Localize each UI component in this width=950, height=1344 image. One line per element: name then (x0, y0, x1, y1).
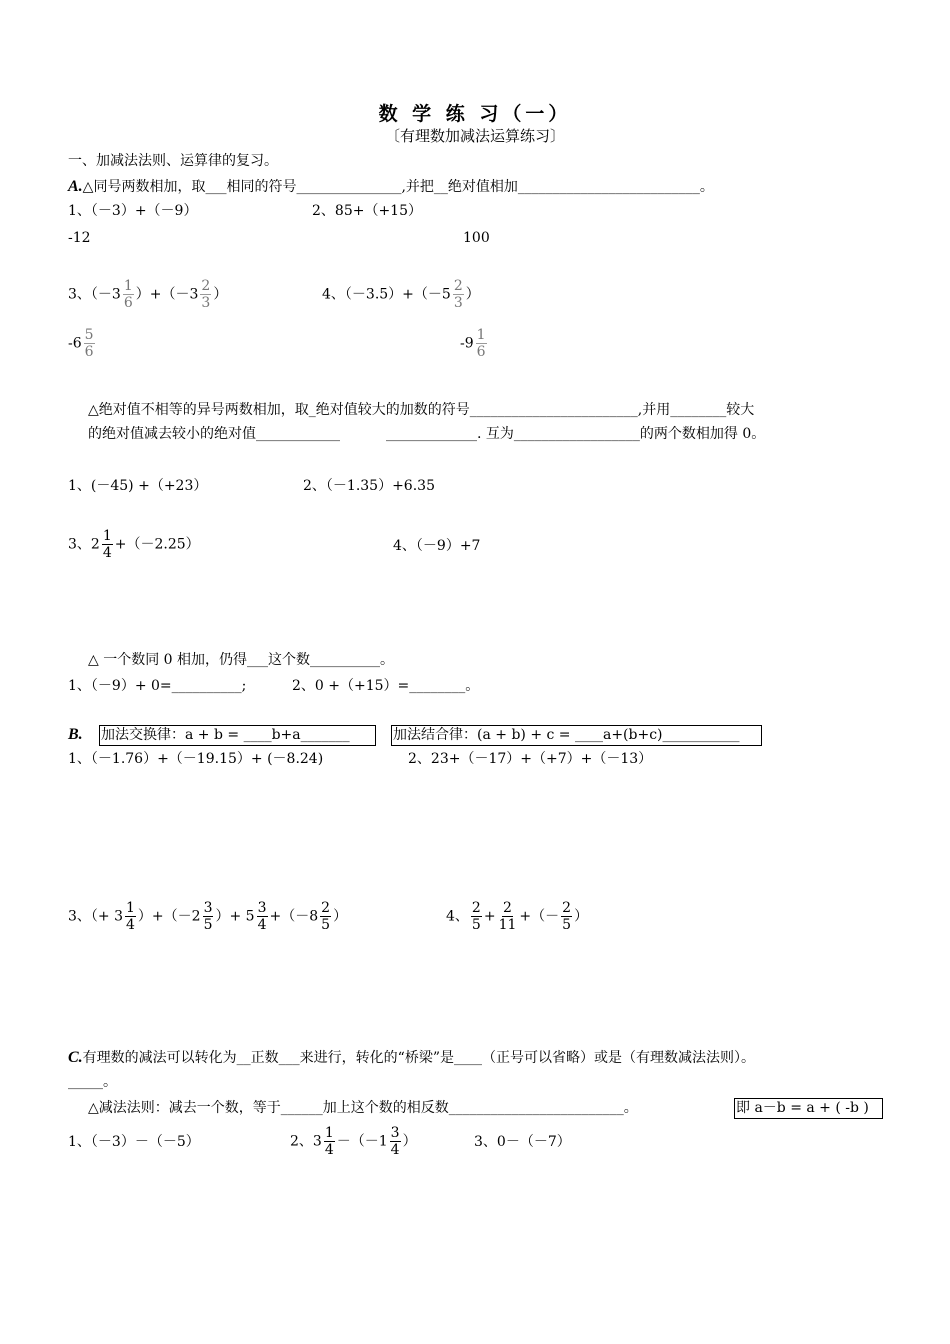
question-c1: 1、（－3）－（－5） (68, 1134, 200, 1150)
answer-a1: -12 (68, 230, 91, 246)
question-a8: 4、（－9）+7 (393, 538, 481, 554)
subtraction-formula-box: 即 a－b = a + ( -b ) (734, 1098, 883, 1119)
part-c-marker: C. (68, 1049, 83, 1066)
question-a3: 3、（－3 $\frac{1}{6}$ ）+（－3 $\frac{2}{3}$ ） (68, 278, 228, 311)
part-c-line1: C.有理数的减法可以转化为__正数___来进行，转化的“桥梁”是____（正号可以省略）或是（有理数减法法则）。 (68, 1049, 755, 1066)
associative-law-box: 加法结合律：(a + b) + c = ____a+(b+c)___________ (391, 725, 762, 746)
fraction: $\frac{2}{5}$ (321, 900, 331, 933)
page-title: 数 学 练 习（一） (378, 103, 572, 125)
question-a2: 2、85+（+15） (312, 203, 422, 219)
question-b3: 3、（+ 3 $\frac{1}{4}$ ）+（－2 $\frac{3}{5}$ ）+ 5 $\frac{3}{4}$ +（－8 $\frac{2}{5}$ ） (68, 900, 348, 933)
question-b1: 1、（－1.76）+（－19.15）+ (－8.24) (68, 751, 324, 767)
fraction: $\frac{1}{4}$ (126, 900, 135, 933)
question-a6: 2、（－1.35）+6.35 (303, 478, 435, 494)
answer-a4: -9 $\frac{1}{6}$ (460, 327, 486, 360)
fraction: $\frac{2}{5}$ (562, 900, 572, 933)
commutative-law-box: 加法交换律：a + b = ____b+a_______ (99, 725, 376, 746)
question-a7: 3、2 $\frac{1}{4}$ +（－2.25） (68, 528, 200, 561)
answer-a3: -6 $\frac{5}{6}$ (68, 327, 94, 360)
page-subtitle: 〔有理数加减法运算练习〕 (384, 127, 565, 145)
question-b4: 4、 $\frac{2}{5}$ + $\frac{2}{11}$ +（－ $\frac{2}{5}$ ） (446, 900, 589, 933)
part-b-marker-line (68, 725, 83, 745)
question-a10: 2、0 +（+15）=________。 (292, 678, 480, 694)
question-a4: 4、（－3.5）+（－5 $\frac{2}{3}$ ） (322, 278, 480, 311)
fraction: $\frac{2}{3}$ (453, 278, 463, 311)
fraction: $\frac{2}{11}$ (498, 900, 517, 933)
section-heading: 一、加减法法则、运算律的复习。 (68, 153, 278, 169)
rule-add-zero: △ 一个数同 0 相加，仍得___这个数__________。 (88, 652, 395, 668)
fraction: $\frac{2}{5}$ (471, 900, 481, 933)
question-a1: 1、（－3）+（－9） (68, 203, 198, 219)
part-a-rule: A.△同号两数相加，取___相同的符号_______________,并把__绝对值相加__________________________。 (68, 178, 714, 195)
fraction: $\frac{5}{6}$ (84, 327, 94, 360)
fraction: $\frac{1}{6}$ (123, 278, 133, 311)
fraction: $\frac{3}{4}$ (390, 1125, 400, 1158)
fraction: $\frac{3}{5}$ (203, 900, 213, 933)
question-b2: 2、23+（－17）+（+7）+（－13） (408, 751, 653, 767)
part-b-marker: B. (68, 726, 83, 743)
answer-a2: 100 (463, 230, 490, 246)
fraction: $\frac{1}{4}$ (324, 1125, 334, 1158)
question-a5: 1、(－45) +（+23） (68, 478, 208, 494)
rule-different-signs-line2: 的绝对值减去较小的绝对值____________ _____________. 互为__________________的两个数相加得 0。 (88, 426, 766, 442)
question-c3: 3、0－（－7） (474, 1134, 571, 1150)
question-c2: 2、3 $\frac{1}{4}$ －（－1 $\frac{3}{4}$ ） (290, 1125, 417, 1158)
question-a9: 1、（－9）+ 0=__________; (68, 678, 247, 694)
fraction: $\frac{1}{4}$ (102, 528, 112, 561)
part-a-marker: A. (68, 178, 83, 195)
fraction: $\frac{1}{6}$ (476, 327, 486, 360)
rule-different-signs-line1: △绝对值不相等的异号两数相加，取_绝对值较大的加数的符号________________________,并用________较大 (88, 402, 755, 418)
fraction: $\frac{3}{4}$ (257, 900, 267, 933)
subtraction-rule: △减法法则：减去一个数，等于______加上这个数的相反数_________________________。 (88, 1100, 638, 1116)
fraction: $\frac{2}{3}$ (201, 278, 211, 311)
part-c-line2: _____。 (68, 1074, 117, 1090)
